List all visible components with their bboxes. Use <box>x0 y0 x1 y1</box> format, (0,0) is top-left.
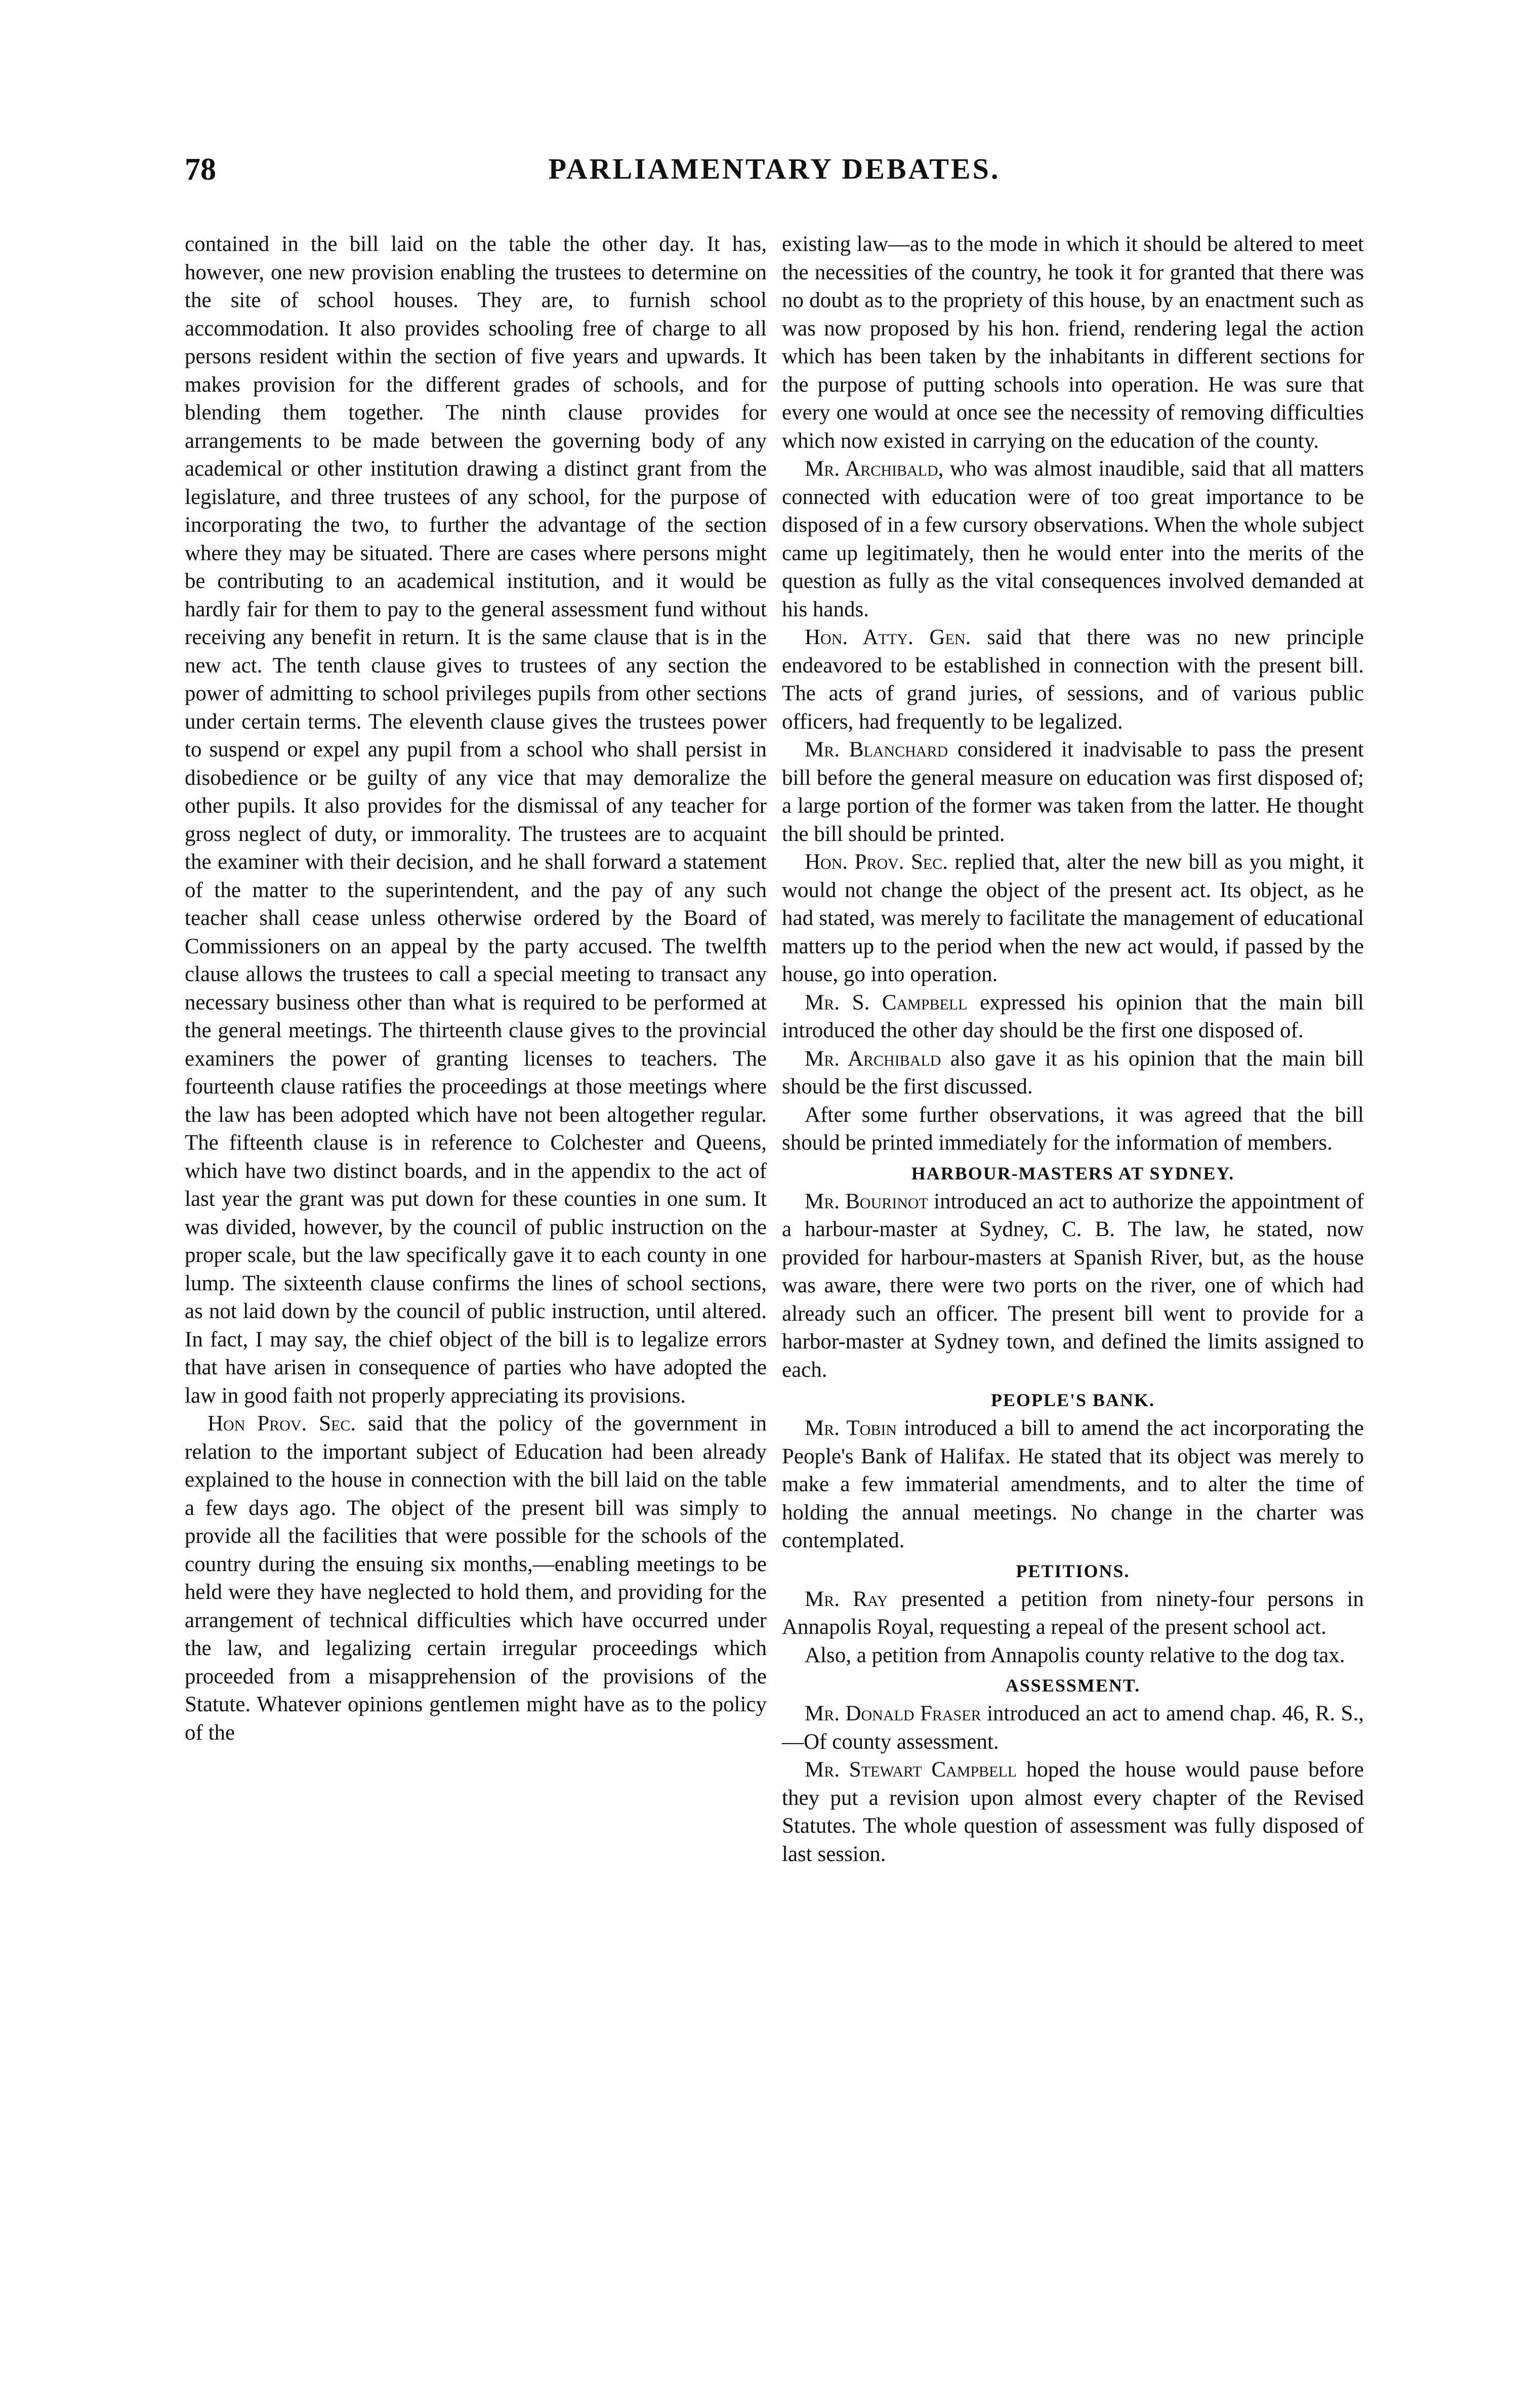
paragraph <box>782 230 1364 455</box>
paragraph-text: introduced a bill to amend the act incorporating the People's Bank of Halifax. He stated that its object was merely to make a few immaterial amendments, and to alter the time of holding the annual meetings. No change in the charter was contemplated. <box>782 1416 1364 1552</box>
paragraph <box>782 623 1364 736</box>
running-title: PARLIAMENTARY DEBATES. <box>548 152 1001 185</box>
paragraph <box>782 989 1364 1045</box>
speaker-name: Mr. Blanchard <box>805 738 948 762</box>
speaker-name: Mr. Archibald, <box>805 457 944 481</box>
paragraph-text: replied that, alter the new bill as you might, it would not change the object of the present act. Its object, as he had stated, was merely to facilitate the management of educational matters up to the period when the new act would, if passed by the house, go into operation. <box>782 850 1364 986</box>
right-column <box>782 230 1364 2295</box>
page-header <box>185 152 1364 192</box>
paragraph <box>782 455 1364 623</box>
speaker-name: Mr. Ray <box>805 1587 888 1611</box>
paragraph-text: contained in the bill laid on the table the other day. It has, however, one new provision enabling the trustees to determine on the site of school houses. They are, to furnish school accommodation. It also provides schooling free of charge to all persons resident within the section of five years and upwards. It makes provision for the different grades of schools, and for blending them together. The ninth clause provides for arrangements to be made between the governing body of any academical or other institution drawing a distinct grant from the legislature, and three trustees of any school, for the purpose of incorporating the two, to further the advantage of the section where they may be situated. There are cases where persons might be contributing to an academical institution, and it would be hardly fair for them to pay to the general assessment fund without receiving any benefit in return. It is the same clause that is in the new act. The tenth clause gives to trustees of any section the power of admitting to school privileges pupils from other sections under certain terms. The eleventh clause gives the trustees power to suspend or expel any pupil from a school who shall persist in disobedience or be guilty of any vice that may demoralize the other pupils. It also provides for the dismissal of any teacher for gross neglect of duty, or immorality. The trustees are to acquaint the examiner with their decision, and he shall forward a statement of the matter to the superintendent, and the pay of any such teacher shall cease unless otherwise ordered by the Board of Commissioners on an appeal by the party accused. The twelfth clause allows the trustees to call a special meeting to transact any necessary business other than what is required to be performed at the general meetings. The thirteenth clause gives to the provincial examiners the power of granting licenses to teachers. The fourteenth clause ratifies the proceedings at those meetings where the law has been adopted which have not been altogether regular. The fifteenth clause is in reference to Colchester and Queens, which have two distinct boards, and in the appendix to the act of last year the grant was put down for these counties in one sum. It was divided, however, by the council of public instruction on the proper scale, but the law specifically gave it to each county in one lump. The sixteenth clause confirms the lines of school sections, as not laid down by the council of public instruction, until altered. In fact, I may say, the chief object of the bill is to legalize errors that have arisen in consequence of parties who have adopted the law in good faith not properly appreciating its provisions. <box>185 232 767 1408</box>
paragraph-text: said that there was no new principle endeavored to be established in connection with the present bill. The acts of grand juries, of sessions, and of various public officers, had frequently to be legalized. <box>782 625 1364 734</box>
section-heading: HARBOUR-MASTERS AT SYDNEY. <box>911 1163 1235 1184</box>
paragraph <box>782 1700 1364 1756</box>
speaker-name: Mr. S. Campbell <box>805 990 968 1015</box>
speaker-name: Mr. Donald Fraser <box>805 1702 981 1725</box>
paragraph-text: presented a petition from ninety-four persons in Annapolis Royal, requesting a repeal of the present school act. <box>782 1587 1364 1639</box>
paragraph <box>782 1045 1364 1101</box>
paragraph <box>782 1188 1364 1384</box>
speaker-name: Hon Prov. Sec. <box>207 1412 356 1435</box>
paragraph-text: hoped the house would pause before they put a revision upon almost every chapter of the Revised Statutes. The whole question of assessment was fully disposed of last session. <box>782 1758 1364 1866</box>
section-heading: PEOPLE'S BANK. <box>990 1390 1155 1410</box>
paragraph: After some further observations, it was agreed that the bill should be printed immediately for the information of members. <box>782 1103 1364 1155</box>
paragraph-text: introduced an act to authorize the appointment of a harbour-master at Sydney, C. B. The law, he stated, now provided for harbour-masters at Spanish River, but, as the house was aware, there were two ports on the river, one of which had already such an officer. The present bill went to provide for a harbor-master at Sydney town, and defined the limits assigned to each. <box>782 1189 1364 1382</box>
speaker-name: Mr. Bourinot <box>805 1189 928 1213</box>
speaker-name: Mr. Archibald <box>805 1046 941 1071</box>
paragraph <box>782 736 1364 848</box>
page-number: 78 <box>185 152 216 187</box>
paragraph-text: considered it inadvisable to pass the present bill before the general measure on education was first disposed of; a large portion of the former was taken from the latter. He thought the bill should be printed. <box>782 738 1364 846</box>
paragraph-text: who was almost inaudible, said that all matters connected with education were of too great importance to be disposed of in a few cursory observations. When the whole subject came up legitimately, then he would enter into the merits of the question as fully as the vital consequences involved demanded at his hands. <box>782 457 1364 621</box>
speaker-name: Mr. Tobin <box>805 1416 897 1440</box>
paragraph: Also, a petition from Annapolis county relative to the dog tax. <box>805 1643 1345 1667</box>
paragraph <box>782 1756 1364 1868</box>
paragraph-text: said that the policy of the government in relation to the important subject of Education had been already explained to the house in connection with the bill laid on the table a few days ago. The object of the present bill was simply to provide all the facilities that were possible for the schools of the country during the ensuing six months,—enabling meetings to be held were they have neglected to hold them, and providing for the arrangement of technical difficulties which have occurred under the law, and legalizing certain irregular proceedings which proceeded from a misapprehension of the provisions of the Statute. Whatever opinions gentlemen might have as to the policy of the <box>185 1412 767 1745</box>
paragraph <box>782 848 1364 989</box>
section-heading: ASSESSMENT. <box>1005 1675 1141 1696</box>
speaker-name: Mr. Stewart Campbell <box>805 1758 1017 1782</box>
left-column <box>185 230 767 2295</box>
paragraph-text: expressed his opinion that the main bill introduced the other day should be the first one disposed of. <box>782 990 1364 1042</box>
paragraph-text: introduced an act to amend chap. 46, R. S.,—Of county assessment. <box>782 1702 1364 1754</box>
section-heading: PETITIONS. <box>1016 1560 1130 1581</box>
speaker-name: Hon. Prov. Sec. <box>805 850 948 874</box>
paragraph <box>782 1414 1364 1555</box>
paragraph-text: also gave it as his opinion that the main bill should be the first discussed. <box>782 1046 1364 1099</box>
paragraph <box>185 1410 767 1747</box>
paragraph <box>185 230 767 1410</box>
speaker-name: Hon. Atty. Gen. <box>805 625 971 649</box>
paragraph <box>782 1585 1364 1641</box>
paragraph-text: existing law—as to the mode in which it should be altered to meet the necessities of the country, he took it for granted that there was no doubt as to the propriety of this house, by an enactment such as was now proposed by his hon. friend, rendering legal the action which has been taken by the inhabitants in different sections for the purpose of putting schools into operation. He was sure that every one would at once see the necessity of removing difficulties which now existed in carrying on the education of the county. <box>782 232 1364 453</box>
